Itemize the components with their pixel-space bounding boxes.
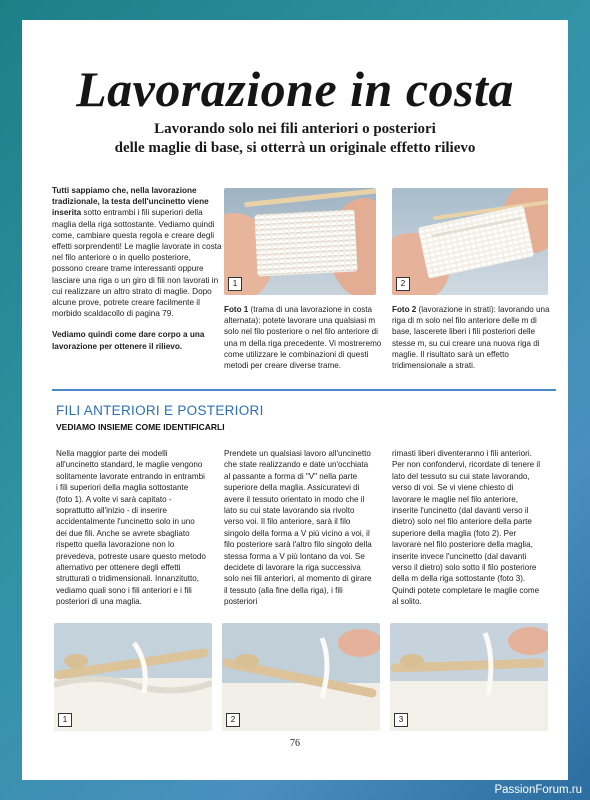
step-photo-3 bbox=[390, 623, 548, 731]
photo-number: 2 bbox=[396, 277, 410, 291]
page-title: Lavorazione in costa bbox=[76, 61, 514, 117]
column-text: Nella maggior parte dei modelli all'uncinetto standard, le maglie vengono solitamente lavorate entrando in entrambi i fili superiori della maglia sottostante (foto 1). A volte vi sarà capitato - soprattutto all'inizio - di inserire accidentalmente l'uncinetto solo in uno dei due fili. Anche se avrete sbagliato rispetto quella lavorazione non lo prevedeva, potreste usare questo metodo alternativo per ottenere degli effetti strutturati o tridimensionali. Innanzitutto, vediamo quali sono i fili anteriori e i fili posteriori di una maglia. bbox=[56, 449, 206, 607]
swatch-photo-image bbox=[224, 188, 376, 295]
column-text: Prendete un qualsiasi lavoro all'uncinetto che state realizzando e date un'occhiata al passante a forma di "V" nella parte superiore della maglia. Assicuratevi di avere il tessuto orientato in modo che il lato su cui state lavorando sia rivolto verso voi. Il filo anteriore, sarà il filo singolo della forma a V più vicino a voi, il filo posteriore sarà l'altro filo singolo della stessa forma a V più lontano da voi. Se decidete di lavorare la riga successiva solo nei fili anteriori, al momento di girare il tessuto (alla fine della riga), i fili posteriori bbox=[224, 449, 372, 607]
watermark: PassionForum.ru bbox=[494, 784, 582, 796]
step-photo-image bbox=[390, 623, 548, 731]
magazine-page bbox=[22, 20, 568, 780]
page-subtitle bbox=[22, 120, 568, 158]
intro-closing: Vediamo quindi come dare corpo a una lavorazione per ottenere il rilievo. bbox=[52, 330, 205, 351]
caption-photo-1 bbox=[224, 304, 384, 371]
layered-photo-image bbox=[392, 188, 548, 295]
photo-number: 3 bbox=[394, 713, 408, 727]
intro-bold-lead: Tutti sappiamo che, nella lavorazione tradizionale, la testa dell'uncinetto viene inserita bbox=[52, 186, 209, 218]
intro-text bbox=[52, 185, 222, 362]
column-text: rimasti liberi diventeranno i fili anteriori. Per non confondervi, ricordate di tenere il lato del tessuto su cui state lavorando, verso di voi. Se vi viene chiesto di lavorare le maglie nel filo anteriore, inserite l'uncinetto (dal davanti verso il dietro) solo nel filo anteriore della parte superiore della maglia (foto 2). Per lavorare nel filo posteriore della maglia, inserite invece l'uncinetto (dal davanti verso il dietro) solo sotto il filo posteriore della m della riga sottostante (foto 3). Quindi potete completare le maglie come al solito. bbox=[392, 449, 541, 607]
step-photo-2 bbox=[222, 623, 380, 731]
body-column-3 bbox=[392, 448, 542, 608]
page-number: 76 bbox=[290, 738, 300, 749]
section-title: FILI ANTERIORI E POSTERIORI bbox=[56, 403, 264, 418]
caption-label: Foto 1 bbox=[224, 305, 249, 314]
caption-label: Foto 2 bbox=[392, 305, 417, 314]
intro-body: sotto entrambi i fili superiori della maglia della riga sottostante. Vediamo quindi come, cambiare questa regola e creare degli effetti sorprendenti! Le maglie lavorate in costa nel filo anteriore o in quello posteriore, possono creare trame interessanti oppure lasciare una riga o un giro di fili non lavorati in cui realizzare un altro strato di maglie. Dopo alcune prove, potrete creare facilmente il morbido scaldacollo di pagina 79. bbox=[52, 208, 222, 319]
caption-text: (trama di una lavorazione in costa alternata): potete lavorare una qualsiasi m solo nel filo posteriore o nel filo anteriore di una m della riga precedente. Vi mostreremo come utilizzare le combinazioni di questi metodi per creare diverse trame. bbox=[224, 305, 382, 371]
section-subtitle: VEDIAMO INSIEME COME IDENTIFICARLI bbox=[56, 422, 225, 432]
photo-number: 2 bbox=[226, 713, 240, 727]
photo-number: 1 bbox=[228, 277, 242, 291]
body-column-2 bbox=[224, 448, 374, 608]
caption-text: (lavorazione in strati): lavorando una riga di m solo nel filo anteriore delle m di base, lascerete liberi i fili posteriori delle stesse m, su cui creare una nuova riga di maglie. Il risultato sarà un effetto tridimensionale a strati. bbox=[392, 305, 550, 371]
photo-2-layered bbox=[392, 188, 548, 295]
photo-number: 1 bbox=[58, 713, 72, 727]
subtitle-line-2: delle maglie di base, si otterrà un originale effetto rilievo bbox=[114, 140, 476, 156]
step-photo-image bbox=[54, 623, 212, 731]
caption-photo-2 bbox=[392, 304, 550, 371]
section-divider bbox=[52, 389, 556, 391]
body-column-1 bbox=[56, 448, 206, 608]
photo-1-swatch bbox=[224, 188, 376, 295]
step-photo-image bbox=[222, 623, 380, 731]
step-photo-1 bbox=[54, 623, 212, 731]
subtitle-line-1: Lavorando solo nei fili anteriori o posteriori bbox=[154, 121, 436, 137]
